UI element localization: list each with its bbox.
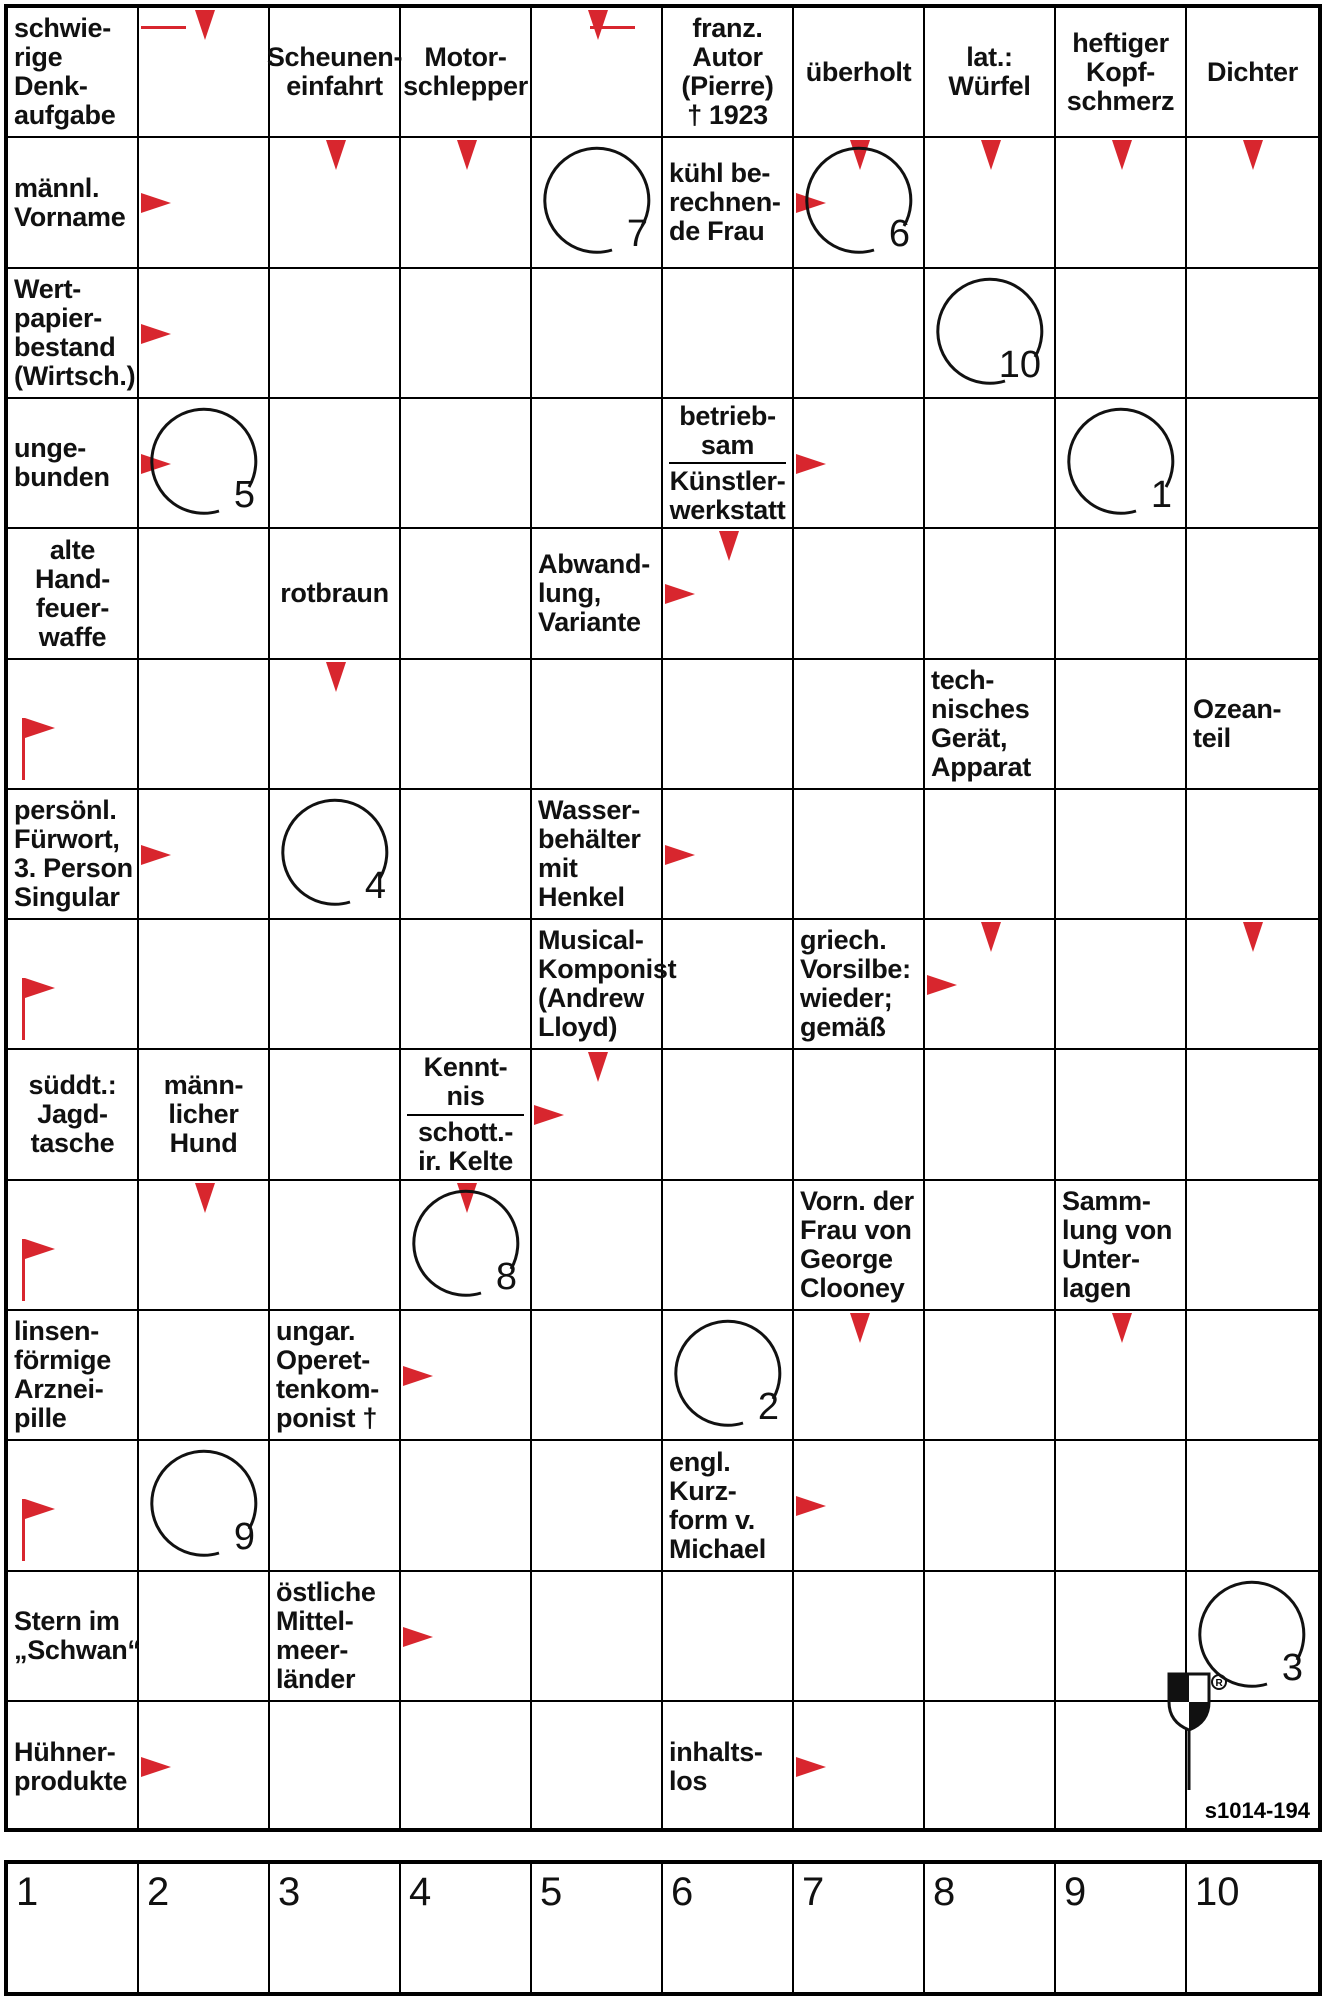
answer-cell[interactable] bbox=[1056, 920, 1187, 1050]
clue-text: süddt.: bbox=[28, 1070, 117, 1100]
clue-text: Michael bbox=[669, 1533, 766, 1564]
clue-text: Lloyd) bbox=[538, 1012, 618, 1042]
clue-text: teil bbox=[1193, 723, 1231, 753]
arrow-down-icon bbox=[1243, 140, 1263, 170]
arrow-right-icon bbox=[141, 193, 171, 213]
clue-cell bbox=[270, 529, 401, 660]
clue-text: lat.: bbox=[966, 42, 1013, 72]
answer-cell[interactable] bbox=[532, 399, 663, 529]
clue-text: ir. Kelte bbox=[418, 1146, 513, 1177]
solution-slot-number: 5 bbox=[540, 1870, 563, 1914]
arrow-right-icon bbox=[796, 1757, 826, 1777]
clue-text: Abwand- bbox=[538, 549, 650, 579]
solution-circle-number: 7 bbox=[626, 213, 648, 255]
solution-circle bbox=[542, 146, 654, 258]
clue-text: Gerät, bbox=[931, 723, 1008, 753]
solution-row bbox=[4, 1860, 1322, 1996]
clue-text: Wasser- bbox=[538, 795, 640, 825]
answer-cell[interactable] bbox=[663, 920, 794, 1050]
answer-cell[interactable] bbox=[925, 1702, 1056, 1832]
clue-cell bbox=[663, 8, 794, 138]
clue-cell bbox=[532, 790, 663, 920]
answer-cell[interactable] bbox=[1187, 269, 1318, 399]
clue-text: de Frau bbox=[669, 216, 765, 246]
clue-text: überholt bbox=[805, 56, 912, 87]
clue-text: nisches bbox=[931, 694, 1030, 724]
answer-cell[interactable] bbox=[794, 529, 925, 660]
clue-text: Frau von bbox=[800, 1215, 912, 1245]
flag-arrow-head-icon bbox=[25, 978, 55, 998]
clue-text: kühl be- bbox=[669, 158, 771, 188]
arrow-down-icon bbox=[326, 662, 346, 692]
clue-text: Komponist bbox=[538, 954, 677, 984]
clue-cell bbox=[532, 529, 663, 660]
clue-text: feuer- bbox=[35, 592, 110, 623]
solution-slot-number: 8 bbox=[933, 1870, 956, 1914]
answer-cell[interactable] bbox=[270, 269, 401, 399]
clue-cell bbox=[8, 790, 139, 920]
arrow-down-icon bbox=[981, 140, 1001, 170]
answer-cell[interactable] bbox=[270, 1050, 401, 1181]
solution-circle-number: 4 bbox=[364, 865, 386, 907]
clue-text: lagen bbox=[1062, 1273, 1132, 1303]
answer-cell[interactable] bbox=[401, 269, 532, 399]
solution-circle bbox=[935, 277, 1047, 389]
arrow-right-icon bbox=[141, 1757, 171, 1777]
answer-cell[interactable] bbox=[532, 1572, 663, 1702]
solution-slot[interactable] bbox=[401, 1864, 532, 1992]
puzzle-code: s1014-194 bbox=[1204, 1798, 1310, 1823]
answer-cell[interactable] bbox=[794, 1572, 925, 1702]
solution-slot-number: 2 bbox=[147, 1870, 170, 1914]
answer-cell[interactable] bbox=[532, 1181, 663, 1311]
clue-text: Hühner- bbox=[14, 1737, 116, 1767]
clue-text: tech- bbox=[931, 665, 995, 695]
clue-text: Kopf- bbox=[1086, 56, 1155, 87]
answer-cell[interactable] bbox=[401, 660, 532, 790]
solution-slot-number: 10 bbox=[1195, 1870, 1240, 1914]
clue-text: Kennt- bbox=[423, 1051, 508, 1082]
answer-cell[interactable] bbox=[139, 920, 270, 1050]
answer-cell[interactable] bbox=[925, 529, 1056, 660]
publisher-logo-icon bbox=[1167, 1672, 1227, 1797]
clue-text: (Andrew bbox=[538, 983, 644, 1013]
answer-cell[interactable] bbox=[1056, 790, 1187, 920]
clue-text: Dichter bbox=[1207, 56, 1298, 87]
answer-cell[interactable] bbox=[401, 790, 532, 920]
answer-cell[interactable] bbox=[401, 399, 532, 529]
clue-cell bbox=[794, 1181, 925, 1311]
arrow-down-icon bbox=[1112, 1313, 1132, 1343]
arrow-down-icon bbox=[1243, 922, 1263, 952]
answer-cell[interactable] bbox=[1056, 1050, 1187, 1181]
clue-cell bbox=[270, 1572, 401, 1702]
clue-cell bbox=[925, 8, 1056, 138]
answer-cell[interactable] bbox=[270, 1441, 401, 1572]
arrow-down-icon bbox=[981, 922, 1001, 952]
answer-cell[interactable] bbox=[663, 269, 794, 399]
arrow-right-icon bbox=[534, 1105, 564, 1125]
clue-text: griech. bbox=[800, 925, 887, 955]
answer-cell[interactable] bbox=[532, 1311, 663, 1441]
clue-cell bbox=[925, 660, 1056, 790]
clue-text: ponist † bbox=[276, 1403, 378, 1433]
clue-text: Operet- bbox=[276, 1345, 370, 1375]
answer-cell[interactable] bbox=[925, 1441, 1056, 1572]
answer-cell[interactable] bbox=[401, 1441, 532, 1572]
clue-text: meer- bbox=[276, 1635, 349, 1665]
answer-cell[interactable] bbox=[925, 1311, 1056, 1441]
solution-circle-number: 8 bbox=[495, 1256, 517, 1298]
clue-text: rechnen- bbox=[669, 187, 781, 217]
clue-text: betrieb- bbox=[679, 400, 776, 431]
answer-cell[interactable] bbox=[139, 1311, 270, 1441]
solution-slot-number: 4 bbox=[409, 1870, 432, 1914]
clue-text: Hund bbox=[169, 1128, 238, 1158]
arrow-right-icon bbox=[796, 454, 826, 474]
clue-text: förmige bbox=[14, 1345, 111, 1375]
clue-text: George bbox=[800, 1244, 893, 1274]
answer-cell[interactable] bbox=[1187, 1311, 1318, 1441]
answer-cell[interactable] bbox=[270, 920, 401, 1050]
solution-circle bbox=[149, 1449, 261, 1561]
arrow-down-icon bbox=[588, 10, 608, 40]
solution-circle-number: 3 bbox=[1281, 1647, 1303, 1689]
answer-cell[interactable] bbox=[532, 1702, 663, 1832]
clue-cell bbox=[8, 8, 139, 138]
clue-text: nis bbox=[446, 1080, 485, 1111]
answer-cell[interactable] bbox=[139, 529, 270, 660]
clue-text: gemäß bbox=[800, 1012, 886, 1042]
answer-cell[interactable] bbox=[925, 1181, 1056, 1311]
arrow-down-icon bbox=[719, 531, 739, 561]
solution-slot[interactable] bbox=[925, 1864, 1056, 1992]
arrow-right-icon bbox=[141, 845, 171, 865]
answer-cell[interactable] bbox=[1187, 1181, 1318, 1311]
clue-cell bbox=[663, 1441, 794, 1572]
clue-text: unge- bbox=[14, 433, 86, 463]
answer-cell[interactable] bbox=[663, 1181, 794, 1311]
clue-text: Ozean- bbox=[1193, 694, 1282, 724]
clue-text: einfahrt bbox=[286, 71, 383, 101]
clue-text: rige bbox=[14, 42, 63, 72]
arrow-down-icon bbox=[195, 10, 215, 40]
answer-cell[interactable] bbox=[663, 660, 794, 790]
answer-cell[interactable] bbox=[270, 1702, 401, 1832]
clue-text: männ- bbox=[163, 1070, 244, 1100]
clue-text: behälter bbox=[538, 824, 641, 854]
answer-cell[interactable] bbox=[1056, 529, 1187, 660]
clue-text: schott.- bbox=[417, 1117, 514, 1148]
clue-text: schmerz bbox=[1066, 85, 1175, 116]
clue-cell bbox=[8, 138, 139, 269]
clue-text: Unter- bbox=[1062, 1244, 1140, 1274]
crossword-grid bbox=[4, 4, 1322, 1832]
answer-cell[interactable] bbox=[925, 1050, 1056, 1181]
clue-text: engl. bbox=[669, 1446, 731, 1477]
clue-cell bbox=[8, 269, 139, 399]
clue-text: † 1923 bbox=[687, 100, 768, 130]
clue-text: bunden bbox=[14, 462, 110, 492]
arrow-right-icon bbox=[403, 1627, 433, 1647]
clue-cell bbox=[663, 399, 794, 529]
clue-text: ungar. bbox=[276, 1316, 356, 1346]
clue-text: papier- bbox=[14, 303, 102, 333]
clue-cell bbox=[794, 8, 925, 138]
arrow-down-icon bbox=[457, 140, 477, 170]
solution-slot[interactable] bbox=[270, 1864, 401, 1992]
clue-text: Singular bbox=[14, 882, 120, 912]
arrow-right-icon bbox=[665, 845, 695, 865]
solution-circle-number: 10 bbox=[998, 344, 1041, 386]
solution-slot[interactable] bbox=[532, 1864, 663, 1992]
arrow-hook-icon bbox=[590, 26, 635, 29]
solution-slot[interactable] bbox=[8, 1864, 139, 1992]
solution-circle bbox=[673, 1319, 785, 1431]
arrow-down-icon bbox=[850, 1313, 870, 1343]
clue-text: wieder; bbox=[800, 983, 893, 1013]
answer-cell[interactable] bbox=[1187, 529, 1318, 660]
solution-circle-number: 9 bbox=[233, 1516, 255, 1558]
answer-cell[interactable] bbox=[794, 660, 925, 790]
answer-cell[interactable] bbox=[401, 920, 532, 1050]
clue-text: sam bbox=[700, 429, 755, 460]
solution-circle-number: 6 bbox=[888, 213, 910, 255]
clue-text: Clooney bbox=[800, 1273, 905, 1303]
answer-cell[interactable] bbox=[532, 660, 663, 790]
solution-slot[interactable] bbox=[794, 1864, 925, 1992]
clue-text: länder bbox=[276, 1664, 356, 1694]
answer-cell[interactable] bbox=[925, 399, 1056, 529]
clue-cell bbox=[663, 1702, 794, 1832]
clue-cell bbox=[8, 1311, 139, 1441]
answer-cell[interactable] bbox=[270, 399, 401, 529]
clue-text: Fürwort, bbox=[14, 824, 120, 854]
arrow-right-icon bbox=[796, 1496, 826, 1516]
solution-circle bbox=[280, 798, 392, 910]
solution-slot[interactable] bbox=[1187, 1864, 1318, 1992]
arrow-right-icon bbox=[141, 324, 171, 344]
clue-text: Vorname bbox=[14, 201, 126, 232]
clue-text: form v. bbox=[669, 1504, 755, 1535]
solution-slot[interactable] bbox=[1056, 1864, 1187, 1992]
solution-circle-number: 5 bbox=[233, 474, 255, 516]
clue-text: Mittel- bbox=[276, 1606, 354, 1636]
answer-cell[interactable] bbox=[139, 660, 270, 790]
clue-cell bbox=[8, 1050, 139, 1181]
solution-slot[interactable] bbox=[139, 1864, 270, 1992]
clue-text: Apparat bbox=[931, 752, 1031, 782]
clue-text: werkstatt bbox=[669, 494, 786, 525]
clue-text: „Schwan“ bbox=[14, 1635, 141, 1665]
clue-text: produkte bbox=[14, 1766, 128, 1796]
answer-cell[interactable] bbox=[794, 1050, 925, 1181]
clue-text: licher bbox=[168, 1099, 239, 1129]
clue-text: inhalts- bbox=[669, 1737, 763, 1767]
arrow-right-icon bbox=[665, 584, 695, 604]
solution-slot-number: 1 bbox=[16, 1870, 39, 1914]
clue-text: waffe bbox=[38, 621, 107, 652]
clue-text: franz. bbox=[692, 13, 763, 43]
answer-cell[interactable] bbox=[794, 269, 925, 399]
clue-text: Vorn. der bbox=[800, 1186, 914, 1216]
clue-text: linsen- bbox=[14, 1316, 99, 1346]
clue-cell bbox=[1187, 8, 1318, 138]
clue-text: lung, bbox=[538, 578, 601, 608]
solution-circle bbox=[1066, 407, 1178, 519]
clue-text: Stern im bbox=[14, 1606, 120, 1636]
clue-cell bbox=[532, 920, 677, 1050]
clue-text: Motor- bbox=[424, 42, 507, 72]
answer-cell[interactable] bbox=[663, 1050, 794, 1181]
arrow-hook-icon bbox=[141, 26, 186, 29]
answer-cell[interactable] bbox=[1056, 660, 1187, 790]
flag-arrow-head-icon bbox=[25, 718, 55, 738]
clue-text: Wert- bbox=[14, 274, 82, 304]
answer-cell[interactable] bbox=[1187, 1441, 1318, 1572]
clue-text: östliche bbox=[276, 1577, 376, 1607]
clue-text: mit bbox=[538, 853, 578, 883]
clue-cell bbox=[270, 1311, 401, 1441]
solution-circle bbox=[149, 407, 261, 519]
answer-cell[interactable] bbox=[532, 1441, 663, 1572]
solution-circle-number: 2 bbox=[757, 1386, 779, 1428]
answer-cell[interactable] bbox=[401, 529, 532, 660]
clue-cell bbox=[8, 1572, 139, 1702]
svg-text:R: R bbox=[1215, 1678, 1223, 1689]
clue-text: rotbraun bbox=[280, 578, 389, 608]
clue-text: Variante bbox=[538, 607, 641, 637]
solution-slot[interactable] bbox=[663, 1864, 794, 1992]
solution-slot-number: 7 bbox=[802, 1870, 825, 1914]
clue-text: alte bbox=[49, 534, 96, 565]
arrow-right-icon bbox=[403, 1366, 433, 1386]
answer-cell[interactable] bbox=[139, 1572, 270, 1702]
clue-cell bbox=[1187, 660, 1318, 790]
solution-slot-number: 6 bbox=[671, 1870, 694, 1914]
arrow-down-icon bbox=[1112, 140, 1132, 170]
clue-text: Hand- bbox=[35, 563, 110, 594]
clue-text: los bbox=[669, 1766, 708, 1796]
answer-cell[interactable] bbox=[1187, 790, 1318, 920]
clue-text: männl. bbox=[14, 172, 100, 203]
clue-text: tasche bbox=[30, 1128, 115, 1158]
clue-text: lung von bbox=[1062, 1215, 1173, 1245]
clue-text: tenkom- bbox=[276, 1374, 379, 1404]
clue-text: schwie- bbox=[14, 13, 111, 43]
arrow-right-icon bbox=[927, 975, 957, 995]
answer-cell[interactable] bbox=[401, 1702, 532, 1832]
solution-circle-number: 1 bbox=[1150, 474, 1172, 516]
answer-cell[interactable] bbox=[1056, 269, 1187, 399]
clue-cell bbox=[663, 138, 794, 269]
answer-cell[interactable] bbox=[1056, 1441, 1187, 1572]
solution-circle bbox=[804, 146, 916, 258]
answer-cell[interactable] bbox=[532, 269, 663, 399]
arrow-down-icon bbox=[326, 140, 346, 170]
clue-text: Samm- bbox=[1062, 1186, 1151, 1216]
clue-cell bbox=[266, 8, 403, 138]
answer-cell[interactable] bbox=[925, 790, 1056, 920]
clue-cell bbox=[8, 1702, 139, 1832]
clue-text: schlepper bbox=[403, 71, 528, 101]
solution-circle bbox=[411, 1189, 523, 1301]
clue-text: aufgabe bbox=[14, 100, 116, 130]
clue-text: 3. Person bbox=[14, 853, 133, 883]
arrow-down-icon bbox=[588, 1052, 608, 1082]
clue-text: Jagd- bbox=[37, 1099, 108, 1129]
clue-text: Arznei- bbox=[14, 1374, 104, 1404]
clue-text: Autor bbox=[692, 42, 763, 72]
clue-cell bbox=[401, 8, 532, 138]
clue-text: heftiger bbox=[1072, 27, 1169, 58]
flag-arrow-head-icon bbox=[25, 1499, 55, 1519]
clue-text: Denk- bbox=[14, 71, 88, 101]
answer-cell[interactable] bbox=[1187, 399, 1318, 529]
answer-cell[interactable] bbox=[794, 790, 925, 920]
clue-cell bbox=[139, 1050, 270, 1181]
answer-cell[interactable] bbox=[270, 1181, 401, 1311]
clue-cell bbox=[8, 529, 139, 660]
clue-text: Künstler- bbox=[669, 465, 786, 496]
clue-text: (Pierre) bbox=[681, 71, 774, 101]
clue-text: bestand bbox=[14, 332, 116, 362]
clue-text: Kurz- bbox=[669, 1475, 737, 1506]
solution-slot-number: 3 bbox=[278, 1870, 301, 1914]
answer-cell[interactable] bbox=[925, 1572, 1056, 1702]
clue-text: Vorsilbe: bbox=[800, 954, 911, 984]
arrow-down-icon bbox=[195, 1183, 215, 1213]
clue-text: Würfel bbox=[948, 71, 1031, 101]
clue-text: pille bbox=[14, 1403, 67, 1433]
clue-cell bbox=[1056, 1181, 1187, 1311]
clue-cell bbox=[8, 399, 139, 529]
clue-cell bbox=[1056, 8, 1187, 138]
clue-cell bbox=[794, 920, 925, 1050]
clue-cell bbox=[401, 1050, 532, 1181]
answer-cell[interactable] bbox=[1187, 1050, 1318, 1181]
solution-slot-number: 9 bbox=[1064, 1870, 1087, 1914]
clue-text: Henkel bbox=[538, 882, 625, 912]
clue-text: (Wirtsch.) bbox=[14, 361, 136, 391]
clue-text: Scheunen- bbox=[266, 42, 403, 72]
clue-text: Musical- bbox=[538, 925, 644, 955]
answer-cell[interactable] bbox=[663, 1572, 794, 1702]
clue-text: persönl. bbox=[14, 795, 117, 825]
flag-arrow-head-icon bbox=[25, 1239, 55, 1259]
